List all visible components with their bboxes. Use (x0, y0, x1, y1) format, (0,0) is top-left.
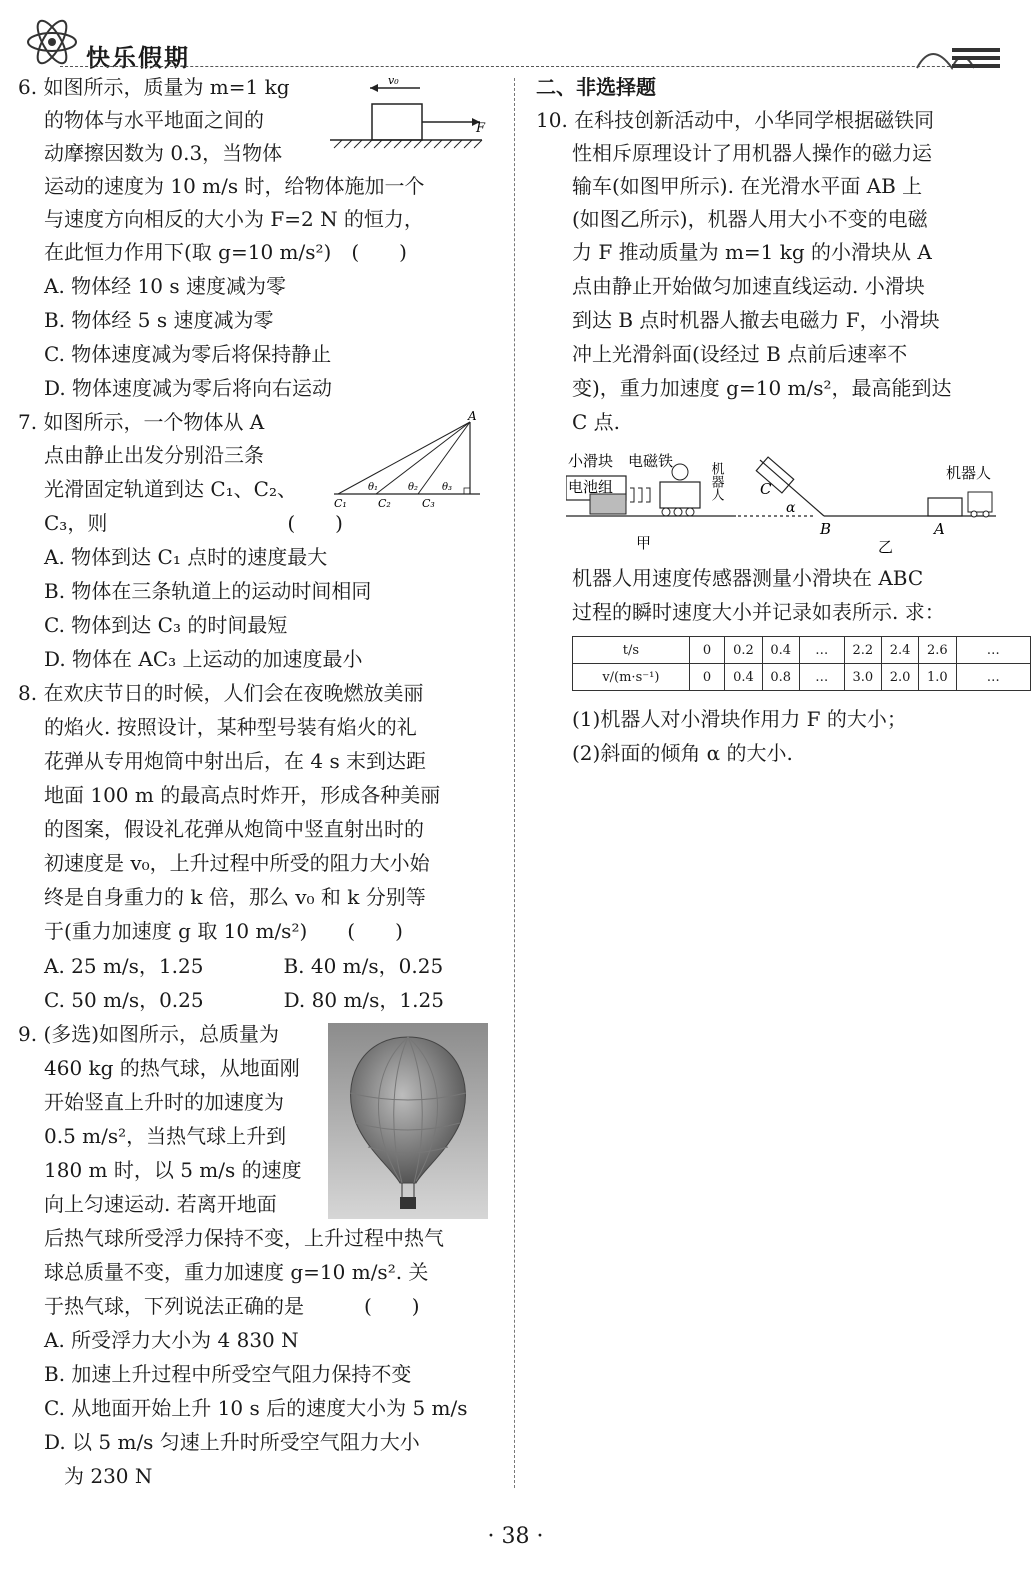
q7-line: 光滑固定轨道到达 C₁、C₂、 (44, 477, 297, 501)
q9-line: 开始竖直上升时的加速度为 (44, 1090, 284, 1114)
q6-line: 6. 如图所示，质量为 m=1 kg (18, 75, 290, 99)
caption-b: 乙 (878, 538, 894, 556)
q6-line: 与速度方向相反的大小为 F=2 N 的恒力， (44, 207, 424, 231)
q8-line: 于(重力加速度 g 取 10 m/s²) ( ) (44, 919, 403, 943)
q10-line: C 点. (572, 410, 621, 434)
table-cell: 1.0 (919, 664, 956, 691)
table-row (573, 637, 1031, 664)
q7-line: C₃，则 ( ) (44, 511, 343, 535)
table-row (573, 664, 1031, 691)
q10-subquestion-2: (2)斜面的倾角 α 的大小. (572, 741, 793, 765)
q10-line: 机器人用速度传感器测量小滑块在 ABC (572, 566, 924, 590)
q8-options-cd: C. 50 m/s，0.25 D. 80 m/s，1.25 (44, 988, 444, 1012)
table-cell: 0 (689, 664, 725, 691)
c1-label: C₁ (334, 497, 347, 510)
q10-line: 输车(如图甲所示). 在光滑水平面 AB 上 (572, 174, 923, 198)
caption-a: 甲 (636, 534, 652, 552)
q7-line: 7. 如图所示，一个物体从 A (18, 410, 265, 434)
alpha-label: α (786, 500, 796, 516)
page-number: · 38 · (487, 1524, 544, 1549)
q10-line: 变)，重力加速度 g=10 m/s²，最高能到达 (572, 376, 952, 400)
battery-label: 电池组 (568, 478, 614, 496)
robot-vertical-label: 机器人 (708, 462, 724, 501)
q9-line: 180 m 时，以 5 m/s 的速度 (44, 1158, 302, 1182)
table-cell: … (799, 637, 844, 664)
velocity-table (572, 636, 1031, 691)
q8-line: 终是自身重力的 k 倍，那么 v₀ 和 k 分别等 (44, 885, 426, 909)
header-title: 快乐假期 (86, 44, 190, 72)
hot-air-balloon-image (328, 1023, 488, 1219)
q8-options-ab: A. 25 m/s，1.25 B. 40 m/s，0.25 (44, 954, 444, 978)
table-cell: 0.4 (725, 664, 762, 691)
header-divider (60, 66, 1000, 67)
table-cell: 0.4 (762, 637, 799, 664)
table-cell: … (956, 664, 1031, 691)
theta3-label: θ₃ (442, 482, 453, 493)
q10-line: 10. 在科技创新活动中，小华同学根据磁铁同 (536, 108, 935, 132)
table-cell: v/(m·s⁻¹) (573, 664, 690, 691)
q9-option-d-cont: 为 230 N (44, 1464, 153, 1488)
table-cell: 2.2 (844, 637, 881, 664)
table-cell: 2.0 (882, 664, 919, 691)
q8-line: 8. 在欢庆节日的时候，人们会在夜晚燃放美丽 (18, 681, 424, 705)
table-cell: 0 (689, 637, 725, 664)
q6-option-d: D. 物体速度减为零后将向右运动 (44, 376, 333, 400)
table-cell: … (799, 664, 844, 691)
q10-line: 过程的瞬时速度大小并记录如表所示. 求： (572, 600, 945, 624)
c2-label: C₂ (378, 497, 391, 510)
q9-line: 9. (多选)如图所示，总质量为 (18, 1022, 280, 1046)
q7-option-c: C. 物体到达 C₃ 的时间最短 (44, 613, 288, 637)
point-a-label: A (468, 410, 477, 423)
table-cell: 2.6 (919, 637, 956, 664)
q8-line: 初速度是 v₀，上升过程中所受的阻力大小始 (44, 851, 430, 875)
flower-ornament-icon (912, 40, 1002, 70)
q9-option-d: D. 以 5 m/s 匀速上升时所受空气阻力大小 (44, 1430, 420, 1454)
theta2-label: θ₂ (408, 482, 419, 493)
q6-option-c: C. 物体速度减为零后将保持静止 (44, 342, 332, 366)
point-a-label: A (934, 520, 945, 538)
q9-option-c: C. 从地面开始上升 10 s 后的速度大小为 5 m/s (44, 1396, 468, 1420)
q9-option-b: B. 加速上升过程中所受空气阻力保持不变 (44, 1362, 412, 1386)
q10-line: 冲上光滑斜面(设经过 B 点前后速率不 (572, 342, 908, 366)
q7-incline-figure (330, 410, 490, 510)
atom-logo-icon (20, 14, 84, 70)
q7-option-d: D. 物体在 AC₃ 上运动的加速度最小 (44, 647, 363, 671)
q6-line: 在此恒力作用下(取 g=10 m/s²) ( ) (44, 240, 407, 264)
table-cell: 0.8 (762, 664, 799, 691)
slider-label: 小滑块 (568, 452, 614, 470)
q9-option-a: A. 所受浮力大小为 4 830 N (44, 1328, 299, 1352)
q7-option-b: B. 物体在三条轨道上的运动时间相同 (44, 579, 372, 603)
q10-line: 点由静止开始做匀加速直线运动. 小滑块 (572, 274, 925, 298)
q6-option-a: A. 物体经 10 s 速度减为零 (44, 274, 286, 298)
robot-label: 机器人 (946, 464, 992, 482)
table-cell: 3.0 (844, 664, 881, 691)
column-divider (514, 78, 515, 1488)
magnet-label: 电磁铁 (628, 452, 674, 470)
c3-label: C₃ (422, 497, 435, 510)
section-title: 二、非选择题 (536, 75, 656, 99)
table-cell: 0.2 (725, 637, 762, 664)
q6-option-b: B. 物体经 5 s 速度减为零 (44, 308, 274, 332)
theta1-label: θ₁ (368, 482, 379, 493)
point-c-label: C (760, 480, 772, 498)
q10-subquestion-1: (1)机器人对小滑块作用力 F 的大小； (572, 707, 907, 731)
q10-line: 到达 B 点时机器人撤去电磁力 F，小滑块 (572, 308, 940, 332)
q10-robot-figure (566, 446, 1002, 558)
table-cell: … (956, 637, 1031, 664)
q10-line: 力 F 推动质量为 m=1 kg 的小滑块从 A (572, 240, 932, 264)
q9-line: 于热气球，下列说法正确的是 ( ) (44, 1294, 420, 1318)
q9-line: 球总质量不变，重力加速度 g=10 m/s². 关 (44, 1260, 429, 1284)
q6-block-figure (330, 74, 490, 156)
q6-line: 的物体与水平地面之间的 (44, 108, 264, 132)
q7-option-a: A. 物体到达 C₁ 点时的速度最大 (44, 545, 328, 569)
force-label: F (476, 121, 486, 136)
q8-line: 花弹从专用炮筒中射出后，在 4 s 末到达距 (44, 749, 427, 773)
q8-line: 地面 100 m 的最高点时炸开，形成各种美丽 (44, 783, 441, 807)
q8-line: 的图案，假设礼花弹从炮筒中竖直射出时的 (44, 817, 424, 841)
point-b-label: B (820, 520, 832, 538)
table-cell: 2.4 (882, 637, 919, 664)
q9-line: 0.5 m/s²，当热气球上升到 (44, 1124, 287, 1148)
q9-line: 460 kg 的热气球，从地面刚 (44, 1056, 300, 1080)
q9-line: 向上匀速运动. 若离开地面 (44, 1192, 277, 1216)
q7-line: 点由静止出发分别沿三条 (44, 443, 264, 467)
table-cell: t/s (573, 637, 690, 664)
q6-line: 运动的速度为 10 m/s 时，给物体施加一个 (44, 174, 425, 198)
q10-line: 性相斥原理设计了用机器人操作的磁力运 (572, 141, 932, 165)
q9-line: 后热气球所受浮力保持不变，上升过程中热气 (44, 1226, 444, 1250)
q10-line: (如图乙所示)，机器人用大小不变的电磁 (572, 207, 928, 231)
q8-line: 的焰火. 按照设计，某种型号装有焰火的礼 (44, 715, 417, 739)
v0-label: v₀ (388, 74, 399, 87)
q6-line: 动摩擦因数为 0.3，当物体 (44, 141, 283, 165)
